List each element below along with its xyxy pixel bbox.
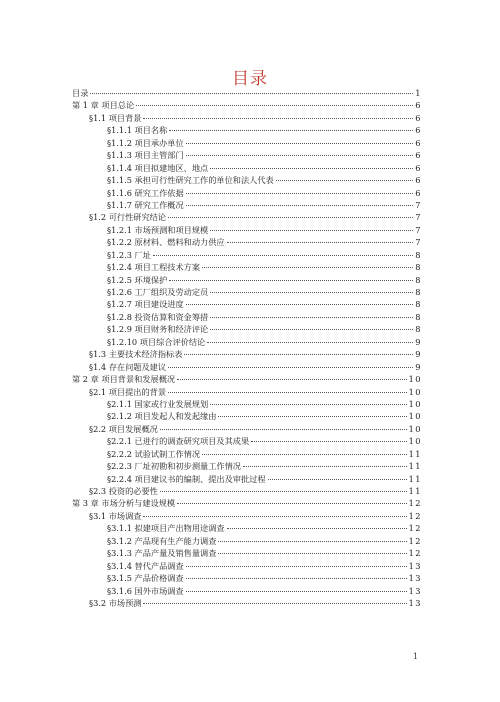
toc-entry-label: §1.2.1 市场预测和项目规模: [107, 224, 209, 235]
toc-entry-label: §1.1.1 项目名称: [107, 125, 168, 136]
toc-entry[interactable]: [72, 535, 422, 547]
toc-entry-page: 10: [408, 398, 422, 409]
toc-leader-dots: [136, 104, 413, 106]
toc-entry-label: §2.2.1 已进行的调查研究项目及其成果: [107, 436, 250, 447]
toc-entry[interactable]: [72, 298, 422, 310]
toc-entry-page: 6: [415, 137, 422, 148]
toc-entry-page: 9: [415, 361, 422, 372]
toc-entry[interactable]: [72, 572, 422, 584]
toc-leader-dots: [186, 565, 407, 567]
toc-entry-page: 12: [408, 498, 422, 509]
toc-entry[interactable]: [72, 497, 422, 509]
toc-entry-label: §1.1.7 研究工作概况: [107, 199, 184, 210]
toc-entry[interactable]: [72, 373, 422, 385]
toc-entry-label: §1.2.10 项目综合评价结论: [107, 336, 206, 347]
toc-entry-label: §1.1.5 承担可行性研究工作的单位和法人代表: [107, 175, 274, 186]
toc-leader-dots: [168, 216, 413, 218]
toc-entry-page: 13: [408, 585, 422, 596]
toc-entry-label: §1.2.9 项目财务和经济评论: [107, 324, 209, 335]
toc-leader-dots: [186, 154, 414, 156]
toc-entry-label: §3.1.6 国外市场调查: [107, 585, 184, 596]
toc-entry[interactable]: [72, 510, 422, 522]
toc-leader-dots: [202, 453, 407, 455]
toc-leader-dots: [218, 552, 406, 554]
toc-entry[interactable]: [72, 585, 422, 597]
toc-entry-page: 8: [415, 249, 422, 260]
toc-entry[interactable]: [72, 423, 422, 435]
toc-leader-dots: [186, 303, 414, 305]
toc-entry-label: §3.1.4 替代产品调查: [107, 560, 184, 571]
toc-entry-label: §1.2.3 厂址: [107, 249, 151, 260]
toc-entry-label: 目录: [72, 88, 89, 98]
toc-entry-label: §2.2 项目发展概况: [89, 423, 158, 434]
toc-entry[interactable]: [72, 448, 422, 460]
toc-entry-label: §2.2.3 厂址初勘和初步测量工作情况: [107, 461, 241, 472]
toc-entry-page: 12: [408, 523, 422, 534]
toc-entry[interactable]: [72, 149, 422, 161]
toc-leader-dots: [186, 192, 414, 194]
toc-entry-page: 7: [415, 237, 422, 248]
toc-entry-page: 6: [415, 112, 422, 123]
toc-entry-label: §1.2.7 项目建设进度: [107, 299, 184, 310]
table-of-contents: [72, 87, 422, 609]
toc-entry-label: §1.2.6 工厂组织及劳动定员: [107, 287, 209, 297]
toc-leader-dots: [90, 92, 413, 94]
toc-entry[interactable]: [72, 224, 422, 236]
toc-entry-page: 6: [415, 100, 422, 111]
toc-entry-label: §2.1 项目提出的背景: [89, 386, 167, 397]
toc-entry-page: 8: [415, 299, 422, 310]
toc-entry[interactable]: [72, 597, 422, 609]
toc-entry-page: 11: [408, 473, 422, 484]
toc-leader-dots: [143, 117, 413, 119]
toc-entry-label: §1.2.2 原材料、燃料和动力供应: [107, 237, 225, 248]
page-number: 1: [413, 652, 419, 661]
toc-leader-dots: [210, 291, 413, 293]
toc-entry-label: §2.1.1 国家或行业发展规划: [107, 398, 209, 409]
toc-entry[interactable]: [72, 522, 422, 534]
toc-entry[interactable]: [72, 162, 422, 174]
toc-entry[interactable]: [72, 323, 422, 335]
toc-entry[interactable]: [72, 386, 422, 398]
toc-entry[interactable]: [72, 560, 422, 572]
toc-entry-page: 6: [415, 187, 422, 198]
toc-entry-page: 7: [415, 199, 422, 210]
toc-entry[interactable]: [72, 547, 422, 559]
toc-entry-page: 13: [408, 597, 422, 608]
toc-entry-page: 11: [408, 486, 422, 496]
toc-entry-page: 9: [415, 336, 422, 347]
toc-entry-page: 11: [408, 461, 422, 472]
toc-entry-page: 10: [408, 411, 422, 422]
toc-entry[interactable]: [72, 124, 422, 136]
toc-entry[interactable]: [72, 473, 422, 485]
toc-entry[interactable]: [72, 410, 422, 422]
toc-entry-page: 7: [415, 212, 422, 223]
toc-entry-label: §2.2.4 项目建议书的编制、提出及审批过程: [107, 473, 266, 484]
toc-entry-label: 第 1 章 项目总论: [72, 100, 135, 111]
toc-entry-page: 10: [408, 374, 422, 385]
toc-leader-dots: [210, 167, 413, 169]
toc-entry-label: §2.1.2 项目发起人和发起缘由: [107, 411, 217, 422]
toc-entry-page: 6: [415, 125, 422, 136]
toc-entry-label: §1.2.4 项目工程技术方案: [107, 262, 201, 273]
toc-leader-dots: [177, 502, 406, 504]
toc-entry-label: §3.1 市场调查: [89, 510, 142, 521]
toc-entry[interactable]: [72, 112, 422, 124]
toc-leader-dots: [169, 129, 413, 131]
toc-leader-dots: [210, 316, 413, 318]
toc-leader-dots: [210, 403, 406, 405]
toc-leader-dots: [184, 353, 413, 355]
toc-entry[interactable]: [72, 211, 422, 223]
toc-entry[interactable]: [72, 99, 422, 111]
toc-leader-dots: [168, 366, 413, 368]
toc-entry-label: §3.2 市场预测: [89, 597, 142, 608]
toc-entry[interactable]: [72, 236, 422, 248]
toc-entry[interactable]: [72, 137, 422, 149]
toc-entry-page: 12: [408, 548, 422, 559]
toc-entry-page: 7: [415, 224, 422, 235]
toc-entry-page: 1: [415, 88, 422, 98]
toc-leader-dots: [276, 179, 414, 181]
toc-leader-dots: [251, 440, 406, 442]
toc-entry[interactable]: [72, 460, 422, 472]
toc-entry-label: §1.2 可行性研究结论: [89, 212, 167, 223]
toc-entry-label: §2.3 投资的必要性: [89, 486, 158, 496]
toc-entry-page: 13: [408, 560, 422, 571]
toc-entry-label: §1.1.2 项目承办单位: [107, 137, 184, 148]
toc-leader-dots: [153, 254, 413, 256]
toc-entry-label: §1.2.5 环境保护: [107, 274, 168, 285]
toc-entry-page: 10: [408, 386, 422, 397]
toc-entry-label: §1.1.6 研究工作依据: [107, 187, 184, 198]
toc-entry-page: 8: [415, 274, 422, 285]
toc-entry-page: 11: [408, 448, 422, 459]
toc-entry-page: 6: [415, 162, 422, 173]
toc-entry[interactable]: [72, 87, 422, 99]
toc-entry-page: 6: [415, 150, 422, 161]
toc-leader-dots: [186, 204, 414, 206]
toc-entry-page: 13: [408, 573, 422, 584]
toc-entry-page: 6: [415, 175, 422, 186]
toc-leader-dots: [143, 602, 406, 604]
toc-entry[interactable]: [72, 398, 422, 410]
toc-entry-page: 8: [415, 311, 422, 322]
toc-leader-dots: [143, 515, 406, 517]
toc-entry[interactable]: [72, 485, 422, 497]
toc-entry-label: §2.2.2 试验试制工作情况: [107, 448, 201, 459]
toc-leader-dots: [218, 415, 406, 417]
toc-leader-dots: [210, 328, 413, 330]
toc-entry-page: 9: [415, 349, 422, 360]
toc-leader-dots: [207, 341, 413, 343]
toc-entry[interactable]: [72, 187, 422, 199]
toc-leader-dots: [268, 478, 407, 480]
toc-leader-dots: [168, 391, 407, 393]
toc-entry-label: §3.1.3 产品产量及销售量调查: [107, 548, 217, 559]
toc-leader-dots: [202, 266, 413, 268]
toc-entry-label: §3.1.2 产品现有生产能力调查: [107, 535, 217, 546]
toc-leader-dots: [169, 279, 413, 281]
toc-leader-dots: [160, 428, 407, 430]
toc-entry-label: §1.4 存在问题及建议: [89, 361, 167, 372]
toc-entry-label: §3.1.1 拟建项目产出物用途调查: [107, 523, 225, 534]
toc-entry[interactable]: [72, 348, 422, 360]
toc-entry-page: 10: [408, 436, 422, 447]
toc-entry-label: §1.1.4 项目拟建地区、地点: [107, 162, 209, 173]
toc-entry-label: 第 3 章 市场分析与建设规模: [72, 498, 176, 509]
toc-entry[interactable]: [72, 361, 422, 373]
toc-entry[interactable]: [72, 286, 422, 298]
toc-entry-label: §1.1 项目背景: [89, 112, 142, 123]
toc-leader-dots: [177, 378, 406, 380]
toc-entry-page: 10: [408, 423, 422, 434]
page-title: 目录: [232, 69, 268, 89]
toc-entry-label: §1.2.8 投资估算和资金筹措: [107, 311, 209, 322]
toc-leader-dots: [243, 465, 407, 467]
toc-leader-dots: [227, 241, 414, 243]
toc-entry[interactable]: [72, 435, 422, 447]
toc-entry-label: §1.1.3 项目主管部门: [107, 150, 184, 161]
toc-leader-dots: [160, 490, 407, 492]
toc-entry-label: 第 2 章 项目背景和发展概况: [72, 374, 176, 385]
toc-leader-dots: [186, 577, 407, 579]
toc-leader-dots: [186, 142, 414, 144]
toc-entry-page: 8: [415, 262, 422, 273]
toc-leader-dots: [218, 540, 406, 542]
toc-entry-page: 8: [415, 287, 422, 297]
toc-leader-dots: [227, 527, 407, 529]
toc-entry-label: §3.1.5 产品价格调查: [107, 573, 184, 584]
toc-entry-page: 8: [415, 324, 422, 335]
toc-entry-label: §1.3 主要技术经济指标表: [89, 349, 183, 360]
toc-entry[interactable]: [72, 199, 422, 211]
toc-entry[interactable]: [72, 274, 422, 286]
toc-entry[interactable]: [72, 174, 422, 186]
toc-entry-page: 12: [408, 510, 422, 521]
toc-entry[interactable]: [72, 249, 422, 261]
toc-leader-dots: [210, 229, 413, 231]
toc-entry-page: 12: [408, 535, 422, 546]
toc-leader-dots: [186, 590, 407, 592]
toc-entry[interactable]: [72, 311, 422, 323]
toc-entry[interactable]: [72, 261, 422, 273]
toc-entry[interactable]: [72, 336, 422, 348]
